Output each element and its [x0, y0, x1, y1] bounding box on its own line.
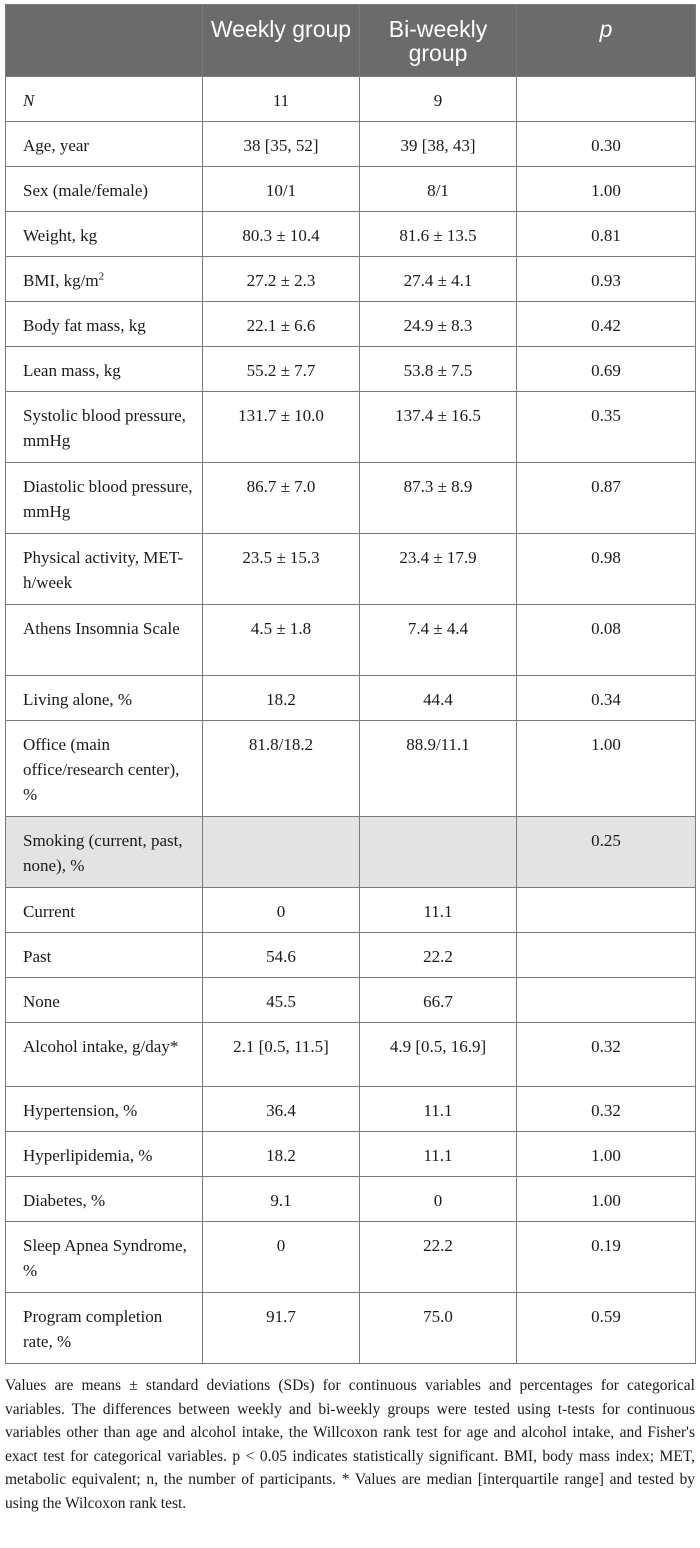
table-body: [6, 77, 696, 1364]
p-value: [517, 933, 696, 978]
weekly-value: 2.1 [0.5, 11.5]: [203, 1023, 360, 1087]
weekly-value: 10/1: [203, 167, 360, 212]
biweekly-value: 0: [360, 1177, 517, 1222]
biweekly-value: 11.1: [360, 888, 517, 933]
header-row: [6, 5, 696, 77]
row-label-text: N: [23, 91, 35, 110]
weekly-value: 23.5 ± 15.3: [203, 534, 360, 605]
weekly-value: 54.6: [203, 933, 360, 978]
biweekly-value: 24.9 ± 8.3: [360, 302, 517, 347]
baseline-characteristics-table-wrapper: [5, 4, 695, 1364]
table-row: [6, 463, 696, 534]
weekly-value: 11: [203, 77, 360, 122]
biweekly-value: 22.2: [360, 1222, 517, 1293]
table-row: [6, 257, 696, 302]
weekly-value: 18.2: [203, 1132, 360, 1177]
weekly-value: 86.7 ± 7.0: [203, 463, 360, 534]
table-row: [6, 721, 696, 817]
table-footnote: Values are means ± standard deviations (SDs) for continuous variables and percentages for categorical variables. The differences between weekly and bi-weekly groups were tested using t-tests for continuous variables other than age and alcohol intake, the Willcoxon rank test for age and alcohol intake, and Fisher's exact test for categorical variables. p < 0.05 indicates statistically significant. BMI, body mass index; MET, metabolic equivalent; n, the number of participants. * Values are median [interquartile range] and tested by using the Wilcoxon rank test.: [5, 1377, 695, 1512]
table-row: [6, 77, 696, 122]
biweekly-value: 66.7: [360, 978, 517, 1023]
p-value: 0.42: [517, 302, 696, 347]
bmi-label-superscript: 2: [98, 270, 105, 283]
p-value: [517, 978, 696, 1023]
row-label: None: [6, 978, 203, 1023]
weekly-value: 55.2 ± 7.7: [203, 347, 360, 392]
table-row: [6, 676, 696, 721]
table-row: [6, 605, 696, 676]
p-value: 0.19: [517, 1222, 696, 1293]
row-label: Weight, kg: [6, 212, 203, 257]
row-label: Body fat mass, kg: [6, 302, 203, 347]
weekly-value: 18.2: [203, 676, 360, 721]
row-label: Diabetes, %: [6, 1177, 203, 1222]
weekly-value: 9.1: [203, 1177, 360, 1222]
biweekly-value: 44.4: [360, 676, 517, 721]
biweekly-value: 22.2: [360, 933, 517, 978]
row-label: Alcohol intake, g/day*: [6, 1023, 203, 1087]
row-label: Smoking (current, past, none), %: [6, 817, 203, 888]
row-label: Age, year: [6, 122, 203, 167]
p-value: 0.98: [517, 534, 696, 605]
weekly-value: 80.3 ± 10.4: [203, 212, 360, 257]
p-value: 0.32: [517, 1023, 696, 1087]
row-label: Current: [6, 888, 203, 933]
p-value: 1.00: [517, 1177, 696, 1222]
p-value: 0.69: [517, 347, 696, 392]
table-row: [6, 888, 696, 933]
p-value: 0.32: [517, 1087, 696, 1132]
row-label: Hyperlipidemia, %: [6, 1132, 203, 1177]
row-label: Lean mass, kg: [6, 347, 203, 392]
biweekly-value: 81.6 ± 13.5: [360, 212, 517, 257]
header-cell-biweekly: Bi-weekly group: [360, 5, 517, 77]
biweekly-value: 11.1: [360, 1132, 517, 1177]
row-label: Diastolic blood pressure, mmHg: [6, 463, 203, 534]
weekly-value: 27.2 ± 2.3: [203, 257, 360, 302]
p-value: 1.00: [517, 1132, 696, 1177]
biweekly-value: 8/1: [360, 167, 517, 212]
baseline-characteristics-table: [5, 4, 696, 1364]
weekly-value: 0: [203, 888, 360, 933]
p-value: 0.08: [517, 605, 696, 676]
table-row: [6, 302, 696, 347]
row-label: [6, 77, 203, 122]
table-row: [6, 167, 696, 212]
p-value: [517, 77, 696, 122]
row-label: Living alone, %: [6, 676, 203, 721]
weekly-value: 0: [203, 1222, 360, 1293]
row-label: Athens Insomnia Scale: [6, 605, 203, 676]
biweekly-value: 53.8 ± 7.5: [360, 347, 517, 392]
table-row: [6, 1132, 696, 1177]
row-label: [6, 257, 203, 302]
weekly-value: 36.4: [203, 1087, 360, 1132]
table-row: [6, 347, 696, 392]
biweekly-value: 87.3 ± 8.9: [360, 463, 517, 534]
table-row: [6, 1087, 696, 1132]
table-row: [6, 212, 696, 257]
weekly-value: 45.5: [203, 978, 360, 1023]
weekly-value: 131.7 ± 10.0: [203, 392, 360, 463]
weekly-value: 81.8/18.2: [203, 721, 360, 817]
p-value: 0.87: [517, 463, 696, 534]
p-value: 0.81: [517, 212, 696, 257]
row-label: Sleep Apnea Syndrome, %: [6, 1222, 203, 1293]
table-row: [6, 534, 696, 605]
weekly-value: [203, 817, 360, 888]
row-label: Systolic blood pressure, mmHg: [6, 392, 203, 463]
p-value: [517, 888, 696, 933]
row-label: Physical activity, MET-h/week: [6, 534, 203, 605]
biweekly-value: 75.0: [360, 1293, 517, 1364]
row-label: Sex (male/female): [6, 167, 203, 212]
p-value: 0.35: [517, 392, 696, 463]
weekly-value: 38 [35, 52]: [203, 122, 360, 167]
p-value: 0.30: [517, 122, 696, 167]
p-value: 0.25: [517, 817, 696, 888]
biweekly-value: 4.9 [0.5, 16.9]: [360, 1023, 517, 1087]
table-row: [6, 1023, 696, 1087]
table-row: [6, 122, 696, 167]
row-label: Program completion rate, %: [6, 1293, 203, 1364]
header-cell-weekly: Weekly group: [203, 5, 360, 77]
biweekly-value: 39 [38, 43]: [360, 122, 517, 167]
p-value: 1.00: [517, 721, 696, 817]
table-row: [6, 1222, 696, 1293]
table-row: [6, 933, 696, 978]
p-value: 1.00: [517, 167, 696, 212]
row-label: Past: [6, 933, 203, 978]
row-label: Office (main office/research center), %: [6, 721, 203, 817]
header-cell-p-value: p: [517, 5, 696, 77]
weekly-value: 22.1 ± 6.6: [203, 302, 360, 347]
biweekly-value: 137.4 ± 16.5: [360, 392, 517, 463]
biweekly-value: 9: [360, 77, 517, 122]
biweekly-value: 23.4 ± 17.9: [360, 534, 517, 605]
table-row-group-header: [6, 817, 696, 888]
weekly-value: 4.5 ± 1.8: [203, 605, 360, 676]
table-header: [6, 5, 696, 77]
p-value: 0.34: [517, 676, 696, 721]
table-row: [6, 978, 696, 1023]
biweekly-value: 88.9/11.1: [360, 721, 517, 817]
p-value: 0.59: [517, 1293, 696, 1364]
bmi-label-text: BMI, kg/m: [23, 271, 99, 290]
row-label: Hypertension, %: [6, 1087, 203, 1132]
header-cell-variable: [6, 5, 203, 77]
p-value: 0.93: [517, 257, 696, 302]
biweekly-value: [360, 817, 517, 888]
table-row: [6, 392, 696, 463]
biweekly-value: 7.4 ± 4.4: [360, 605, 517, 676]
table-row: [6, 1293, 696, 1364]
biweekly-value: 11.1: [360, 1087, 517, 1132]
weekly-value: 91.7: [203, 1293, 360, 1364]
biweekly-value: 27.4 ± 4.1: [360, 257, 517, 302]
table-row: [6, 1177, 696, 1222]
